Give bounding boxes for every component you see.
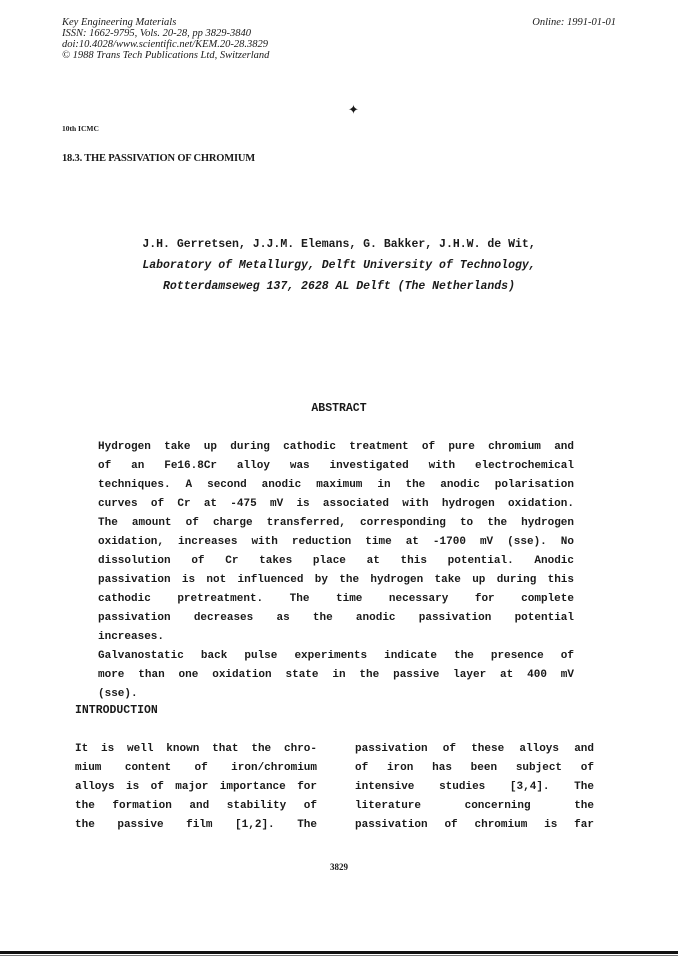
affiliation-line-2: Rotterdamseweg 137, 2628 AL Delft (The Netherlands) xyxy=(163,280,515,293)
issn-line: ISSN: 1662-9795, Vols. 20-28, pp 3829-3840 xyxy=(62,28,251,39)
doi-line[interactable]: doi:10.4028/www.scientific.net/KEM.20-28.3829 xyxy=(62,39,268,50)
text-line: mium content of iron/chromium xyxy=(75,762,317,774)
online-date: Online: 1991-01-01 xyxy=(532,17,616,28)
copyright-line: © 1988 Trans Tech Publications Ltd, Switzerland xyxy=(62,50,270,61)
publication-metadata xyxy=(62,17,269,61)
abstract-line: passivation decreases as the anodic passivation potential xyxy=(98,612,574,624)
abstract-line: more than one oxidation state in the passive layer at 400 mV xyxy=(98,669,574,681)
abstract-line: passivation is not influenced by the hydrogen take up during this xyxy=(98,574,574,586)
scan-mark-icon: ✦ xyxy=(348,103,359,118)
text-line: passivation of these alloys and xyxy=(355,743,594,755)
text-line: passivation of chromium is far xyxy=(355,819,594,831)
abstract-line: Hydrogen take up during cathodic treatment of pure chromium and xyxy=(98,441,574,453)
abstract-heading: ABSTRACT xyxy=(311,402,367,415)
abstract-line: increases. xyxy=(98,631,165,643)
abstract-line: oxidation, increases with reduction time at -1700 mV (sse). No xyxy=(98,536,574,548)
author-block xyxy=(0,234,678,297)
author-names: J.H. Gerretsen, J.J.M. Elemans, G. Bakker, J.H.W. de Wit, xyxy=(142,238,536,251)
text-line: intensive studies [3,4]. The xyxy=(355,781,594,793)
abstract-line: techniques. A second anodic maximum in the anodic polarisation xyxy=(98,479,574,491)
introduction-heading: INTRODUCTION xyxy=(75,704,158,717)
text-line: literature concerning the xyxy=(355,800,594,812)
abstract-line: The amount of charge transferred, corresponding to the hydrogen xyxy=(98,517,574,529)
abstract-line: of an Fe16.8Cr alloy was investigated with electrochemical xyxy=(98,460,574,472)
affiliation-line-1: Laboratory of Metallurgy, Delft University of Technology, xyxy=(142,259,536,272)
abstract-line: curves of Cr at -475 mV is associated with hydrogen oxidation. xyxy=(98,498,574,510)
bottom-divider xyxy=(0,951,678,954)
bottom-divider-thin xyxy=(0,955,678,956)
text-line: of iron has been subject of xyxy=(355,762,594,774)
conference-label: 10th ICMC xyxy=(62,124,99,133)
section-title: 18.3. THE PASSIVATION OF CHROMIUM xyxy=(62,153,255,164)
journal-name: Key Engineering Materials xyxy=(62,17,177,28)
page-number: 3829 xyxy=(330,862,348,872)
text-line: the formation and stability of xyxy=(75,800,317,812)
text-line: alloys is of major importance for xyxy=(75,781,317,793)
introduction-column-left xyxy=(75,740,317,835)
abstract-line: (sse). xyxy=(98,688,138,700)
abstract-line: Galvanostatic back pulse experiments indicate the presence of xyxy=(98,650,574,662)
introduction-column-right xyxy=(355,740,594,835)
abstract-body xyxy=(98,438,574,704)
abstract-line: dissolution of Cr takes place at this potential. Anodic xyxy=(98,555,574,567)
abstract-line: cathodic pretreatment. The time necessary for complete xyxy=(98,593,574,605)
text-line: the passive film [1,2]. The xyxy=(75,819,317,831)
text-line: It is well known that the chro- xyxy=(75,743,317,755)
